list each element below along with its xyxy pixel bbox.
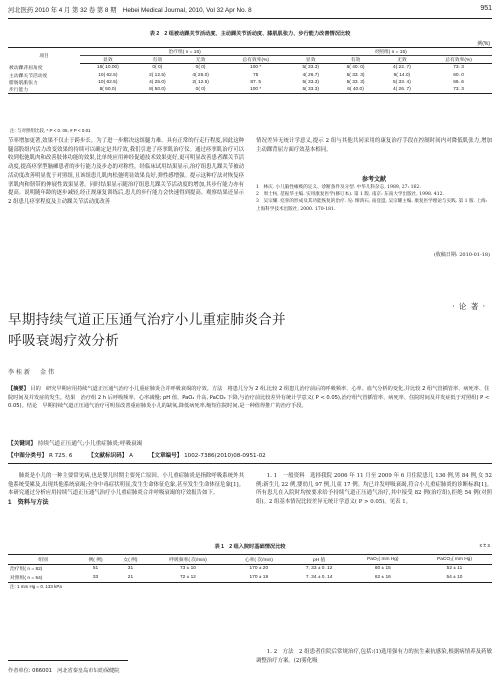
table-cell: 5( 33.3)	[289, 86, 332, 94]
running-header	[8, 5, 492, 17]
doc-code-value: A	[129, 453, 133, 459]
table2-subheader: 有效	[136, 56, 179, 64]
keywords	[8, 439, 492, 447]
article-title-line1: 早期持续气道正压通气治疗小儿重症肺炎合并	[8, 312, 286, 328]
table1-header: 例( 例)	[78, 555, 113, 565]
table-cell: 0( 0)	[152, 65, 163, 71]
author-affiliation: 作者单位: 066001 河北省秦皇岛市妇幼保健院	[8, 668, 120, 674]
table-cell: 16( 10.00)	[96, 65, 119, 71]
prev-article-left-column	[8, 137, 244, 207]
table-cell: 100 *	[222, 86, 289, 94]
table2-subheader: 总有效率(%)	[425, 56, 492, 64]
references-title: 参考文献	[361, 177, 386, 183]
table2-row-name: 被动踝背屈角度	[9, 66, 43, 72]
table2-row-name: 腓肠肌肌张力	[9, 80, 38, 86]
table-cell: 10( 62.5)	[98, 72, 118, 78]
table2-subheader: 总有效率(%)	[222, 56, 289, 64]
header-rule	[8, 18, 492, 19]
paragraph: 情况差异无统计学意义,提示 2 组与其他共同采用的康复治疗手段在控制时间内对降低肌张力,增加主动踝背屈方面疗效基本相同。	[256, 138, 492, 153]
table2-subheader: 显效	[80, 56, 136, 64]
table-cell: 5( 33. 3)	[346, 79, 365, 85]
article-left-column	[8, 472, 244, 508]
table2-group-treat: 治疗组( n = 16)	[80, 48, 289, 56]
table-row	[8, 573, 492, 582]
table-cell: 2( 12.5)	[149, 72, 166, 78]
classification-line	[8, 451, 492, 459]
table-cell: 66. 6	[453, 79, 464, 85]
table-cell: 33	[78, 573, 113, 582]
table-cell: 54 ± 10	[417, 573, 492, 582]
table1-header: 女( 例)	[113, 555, 148, 565]
clc-value: R 725. 6	[48, 453, 73, 459]
table2-row-name: 主动踝关节活动度	[9, 73, 48, 79]
table2-subheader: 无效	[179, 56, 222, 64]
table2-unit: 例(%)	[477, 41, 490, 47]
table2-row-name: 步行能力	[8, 86, 80, 94]
abstract	[8, 385, 492, 411]
article-no-value: 1002-7386(2010)08-0951-02	[184, 453, 266, 459]
article-right-column	[256, 472, 492, 507]
table-cell: 100 *	[250, 65, 262, 71]
table-cell: 5( 33. 4)	[392, 79, 411, 85]
paragraph: 节率增加更著,效果不仅止于跨步长。为了进一步解决这组腿力难。具有正常的行走行程度,因此这种腿部股组内活力改变效果的持续可以确定是其疗效,我们引进了痉挛肌治疗仪。通过痉挛肌治疗可以收到松弛肌肉和改善肢体功能的效果,比单纯应用神经促通技术效果更好,更可明显改善患者踝关节活动度,提高痉挛型脑瘫患者的步行能力及步态的对称性。经临床试用结果显示,治疗组患儿踝关节被动活动度改善明显优于对照组,且该组患儿肌肉松弛明显效果良好,弹性感增强。提示这种疗法对恢复痉挛肌肉和韧带的伸展性效果显著。同时结果显示随治疗组患儿踝关节活动度的增加,其步行能力亦有提高。说明随年龄的逐步减轻,经正规康复训练后,患儿的步行能力会快速得到提高。观察结果还显示 2 组患儿痉挛程度及主动踝关节活动度改善	[8, 138, 244, 205]
table-cell: 10( 62.5)	[98, 79, 118, 85]
doc-code-label: 【文献标识码】	[88, 453, 128, 459]
page-number: 951	[480, 5, 492, 12]
abstract-text: 目的 研究早期应用持续气道正压通气治疗小儿重症肺炎合并呼吸衰竭的疗效。方法 将患儿分为 2 组,比较 2 组患儿治疗前后的呼吸频率、心率、血气分析的变化,并比较 2 组气管插管率、病死率、住院时间及并发症的发生。结果 治疗组 2 h 后呼吸频率、心率减慢; pH 值、PaO₂ 升高, PaCO₂ 下降,与治疗前比较差异有统计学意义( P < 0.05),治疗组气管插管率、病死率、住院时间及并发症低于对照组( P < 0.05)。结论 早期持续气道正压通气治疗可明显改善重症肺炎小儿的缺氧,降低病死率,缩短住院时间,是一种值得推广的治疗手段。	[8, 386, 490, 410]
table1-caption: 表 1 2 组入院时基础情况比较	[214, 544, 286, 550]
table-row	[8, 79, 492, 86]
clc-label: 【中图分类号】	[8, 453, 48, 459]
article-right-continuation	[256, 648, 492, 665]
table-cell: 4( 26.7)	[302, 72, 319, 78]
reference-item: 1 林庆. 小儿脑性瘫痪的定义、诊断条件及分型. 中华儿科杂志, 1989, 27: 162.	[256, 185, 421, 190]
table-cell: 0( 0)	[179, 86, 222, 94]
table1-note: 注: 1 mm Hg = 0. 133 kPa	[10, 584, 62, 589]
abstract-rule	[8, 463, 492, 464]
reference-item: 3 吴宗耀. 痉挛的形成及其功能恢复的治疗. 见: 缪鸿石, 南登崑, 吴宗耀主编. 康复医学理论与实践. 第 1 版. 上海: 上海科学技术出版社, 2000. 170-181.	[256, 199, 488, 212]
section-label: · 论 著 ·	[452, 302, 486, 311]
table1-header: 组别	[8, 555, 78, 565]
table2-col-item: 项目	[8, 48, 80, 64]
article-authors: 李桂新 金伟	[8, 369, 57, 376]
table-row	[8, 72, 492, 79]
table-cell: 4( 25.0)	[192, 72, 209, 78]
table2	[8, 47, 492, 94]
table2-subheader: 无效	[379, 56, 425, 64]
paragraph: 1. 2 方法 2 组患者住院后常规治疗,包括:(1)选用强有力的抗生素抗感染,根据病情养及药敏调整治疗方案。(2)雾化吸	[256, 649, 492, 664]
table-cell: 6( 40.0)	[332, 86, 378, 94]
table-cell: 170 ± 20	[249, 566, 269, 572]
table-cell: 62 ± 16	[349, 573, 417, 582]
journal-citation: 河北医药 2010 年 4 月 第 32 卷 第 8 期 Hebei Medical Journal, 2010, Vol 32 Apr No. 8	[8, 7, 252, 14]
table-cell: 6( 14.0)	[393, 72, 411, 78]
reference-item: 2 周士枋, 范振华主编. 实用康复医学(修订本). 第 1 版. 南京: 东南大学出版社, 1998. 412.	[256, 192, 445, 198]
table2-group-ctrl: 对照组( n = 15)	[289, 48, 492, 56]
table2-subheader: 显效	[289, 56, 332, 64]
table-cell: 6( 40. 0)	[346, 65, 365, 71]
paragraph: 肺炎是小儿的一种主要常见病,也是婴儿时期主要死亡原因。小儿重症肺炎是指除呼吸系统外其他系统受累及,出现其他系统衰竭;全身中毒症状明显,发生生命体征危象,甚至发生生命体征危象[1]。本研究通过分析应用持续气道正压通气治疗小儿重症肺炎合并呼吸衰竭的疗效报告如下。	[8, 473, 244, 497]
received-date: (收稿日期: 2010-01-18)	[433, 252, 490, 258]
table-row	[8, 86, 492, 94]
table-cell: 7. 34 ± 0. 14	[290, 573, 349, 582]
table1	[8, 554, 492, 583]
article-title-line2: 呼吸衰竭疗效分析	[8, 333, 120, 349]
table1-header: pH 值	[290, 555, 349, 565]
table-cell: 4( 22. 7)	[392, 65, 411, 71]
table-cell: 73. 3	[425, 86, 492, 94]
table-cell: 0( 0)	[195, 65, 206, 71]
table1-header: 呼吸频率( 次/min)	[148, 555, 228, 565]
keywords-label: 【关键词】	[8, 441, 36, 447]
table2-note: 注: 与对照组比较, * P < 0. 05, # P < 0.01	[10, 128, 91, 133]
section-heading: 1 资料与方法	[8, 499, 49, 507]
table-cell: 7. 33 ± 0. 12	[305, 566, 333, 572]
references-list	[256, 184, 492, 213]
table-cell: 4( 25.0)	[149, 79, 166, 85]
table1-unit: x ± s	[479, 543, 490, 549]
table-cell: 60 ± 15	[374, 566, 391, 572]
table-cell: 51	[92, 566, 99, 572]
table-cell: 60. 0	[453, 72, 464, 78]
table-cell: 87. 5	[250, 79, 261, 85]
table-cell: 31	[127, 566, 134, 572]
footnote-rule	[8, 660, 128, 661]
keywords-text: 持续气道正压通气;小儿重症肺炎;呼吸衰竭	[37, 441, 143, 447]
table-cell: 73 ± 10	[179, 566, 196, 572]
table-row	[8, 564, 492, 573]
abstract-label: 【摘要】	[8, 386, 29, 392]
table-row	[8, 64, 492, 72]
table-cell: 21	[113, 573, 148, 582]
table-cell: 72 ± 12	[148, 573, 228, 582]
table2-caption: 表 2 2 组被动踝关节活动度、主动踝关节活动度、膝肌肌张力、步行能力改善情况比较	[149, 31, 351, 37]
table-cell: 170 ± 19	[228, 573, 290, 582]
table-cell: 8( 50.0)	[80, 86, 136, 94]
article-no-label: 【文章编号】	[148, 453, 183, 459]
table-cell: 治疗组( n = 82)	[10, 567, 43, 573]
table-cell: 5( 33.3)	[302, 65, 319, 71]
table2-subheader: 有效	[332, 56, 378, 64]
table-cell: 73. 3	[453, 65, 464, 71]
table-cell: 8( 50.0)	[136, 86, 179, 94]
table-cell: 52 ± 11	[446, 566, 463, 572]
paragraph: 1. 1 一般资料 选择我院 2006 年 11 月至 2009 年 6 月住院患儿 136 例,男 84 例,女 52 例;新生儿 22 例,婴幼儿 97 例,儿童 17 例。均已并发呼吸衰竭,符合小儿重症肺炎的诊断标准[1]。所有患儿在入院时均按要求给予持续气道正压通气治疗,其中接受 82 例(治疗组),拒绝 54 例(对照组)。2 组基本情况比较差异无统计学意义( P > 0.05)。见表 1。	[256, 473, 492, 506]
table-cell: 2( 12.5)	[192, 79, 209, 85]
table1-header: 心率( 次/min)	[228, 555, 290, 565]
prev-article-right-column	[256, 137, 492, 154]
table-cell: 4( 26. 7)	[379, 86, 425, 94]
table-cell: 5( 33. 3)	[346, 72, 365, 78]
table1-header: PaO₂( mm Hg)	[349, 555, 417, 565]
table-cell: 5( 33.3)	[302, 79, 319, 85]
table-cell: 75	[252, 72, 259, 78]
table-cell: 对照组( n = 54)	[8, 573, 78, 582]
table1-header: PaCO₂( mm Hg)	[417, 555, 492, 565]
